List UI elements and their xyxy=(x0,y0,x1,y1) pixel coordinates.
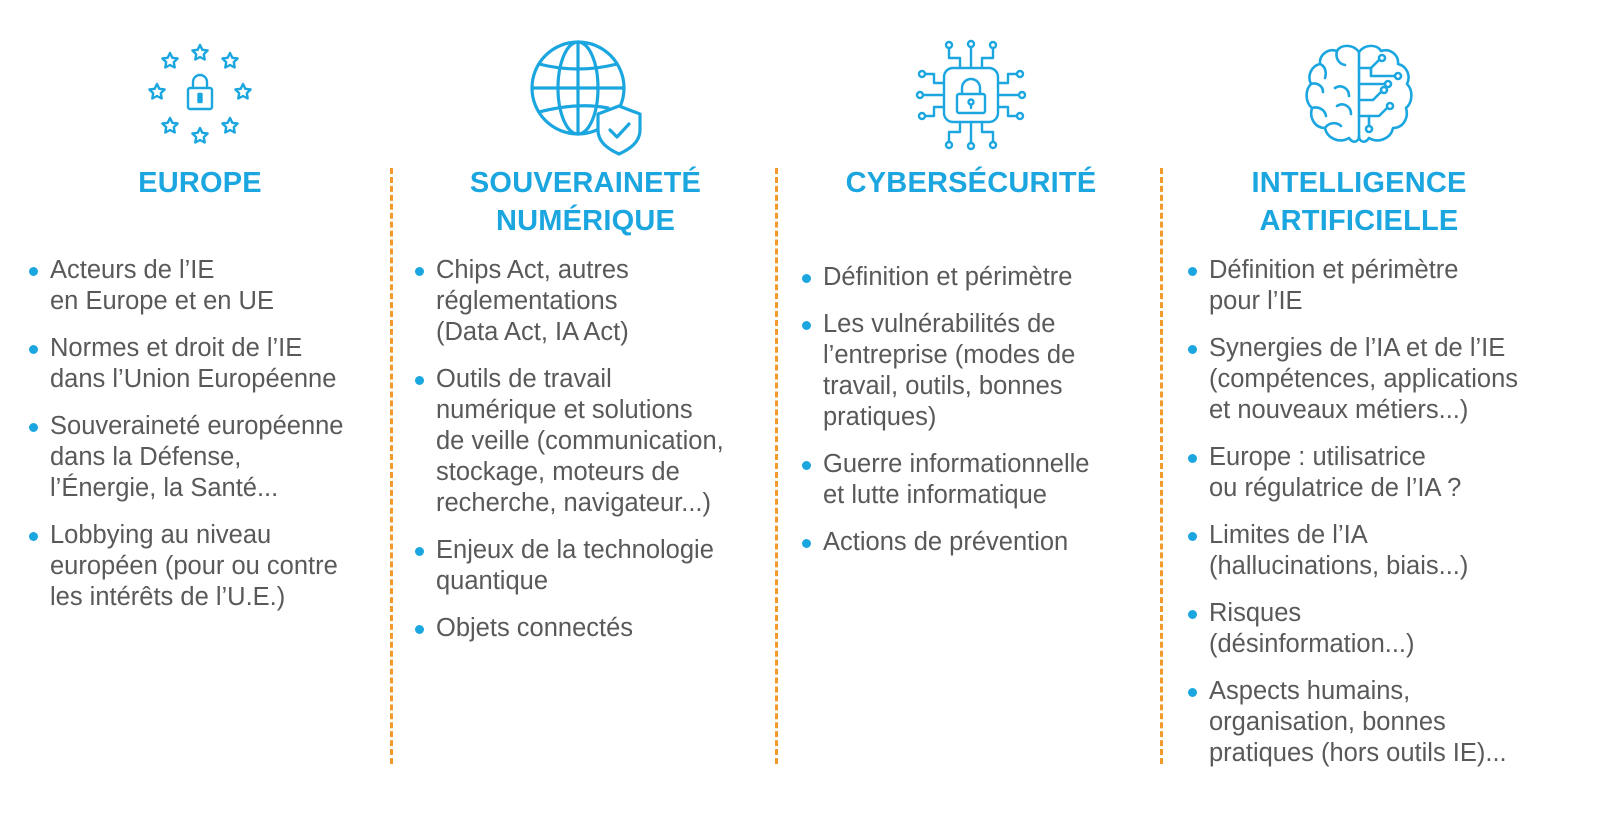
list-item xyxy=(27,255,344,317)
list-item xyxy=(27,520,344,613)
globe-shield-icon xyxy=(394,38,777,156)
column-divider xyxy=(390,168,393,764)
item-line: et lutte informatique xyxy=(823,481,1047,509)
circuit-lock-icon xyxy=(779,38,1163,156)
item-line: numérique et solutions xyxy=(436,396,693,424)
item-line: Actions de prévention xyxy=(823,528,1069,556)
item-line: Définition et périmètre xyxy=(1209,256,1459,284)
list-item xyxy=(1186,676,1518,769)
item-line: Enjeux de la technologie xyxy=(436,536,714,564)
item-line: réglementations xyxy=(436,287,618,315)
list-item xyxy=(1186,520,1518,582)
list-item xyxy=(1186,598,1518,660)
title-line: NUMÉRIQUE xyxy=(495,205,676,237)
list-item xyxy=(413,535,724,597)
item-line: Risques xyxy=(1209,599,1302,627)
item-line: de veille (communication, xyxy=(436,427,724,455)
item-line: Synergies de l’IA et de l’IE xyxy=(1209,334,1506,362)
column-divider xyxy=(775,168,778,764)
item-line: (hallucinations, biais...) xyxy=(1209,552,1469,580)
item-line: pratiques (hors outils IE)... xyxy=(1209,739,1507,767)
title-line: CYBERSÉCURITÉ xyxy=(845,167,1097,199)
column-title xyxy=(0,164,400,202)
item-line: l’Énergie, la Santé... xyxy=(50,474,279,502)
title-line: SOUVERAINETÉ xyxy=(469,167,702,199)
list-item xyxy=(413,613,724,644)
item-line: organisation, bonnes xyxy=(1209,708,1446,736)
item-line: pratiques) xyxy=(823,403,937,431)
item-line: et nouveaux métiers...) xyxy=(1209,396,1469,424)
item-line: Définition et périmètre xyxy=(823,263,1073,291)
list-item xyxy=(413,255,724,348)
list-item xyxy=(413,364,724,519)
list-item xyxy=(800,262,1089,293)
item-line: dans la Défense, xyxy=(50,443,242,471)
item-line: Chips Act, autres xyxy=(436,256,629,284)
item-line: les intérêts de l’U.E.) xyxy=(50,583,286,611)
item-line: Les vulnérabilités de xyxy=(823,310,1056,338)
item-line: Objets connectés xyxy=(436,614,634,642)
item-line: Guerre informationnelle xyxy=(823,450,1090,478)
item-line: quantique xyxy=(436,567,549,595)
bullet-list xyxy=(800,262,1089,574)
column-souverainete-numerique xyxy=(394,0,777,822)
item-line: Limites de l’IA xyxy=(1209,521,1368,549)
bullet-list xyxy=(413,255,724,660)
item-line: Outils de travail xyxy=(436,365,612,393)
item-line: en Europe et en UE xyxy=(50,287,274,315)
item-line: l’entreprise (modes de xyxy=(823,341,1076,369)
list-item xyxy=(1186,442,1518,504)
item-line: stockage, moteurs de xyxy=(436,458,680,486)
item-line: (Data Act, IA Act) xyxy=(436,318,629,346)
column-intelligence-artificielle xyxy=(1164,0,1594,822)
item-line: travail, outils, bonnes xyxy=(823,372,1063,400)
bullet-list xyxy=(27,255,344,629)
item-line: (compétences, applications xyxy=(1209,365,1519,393)
list-item xyxy=(800,449,1089,511)
item-line: Europe : utilisatrice xyxy=(1209,443,1426,471)
item-line: (désinformation...) xyxy=(1209,630,1415,658)
list-item xyxy=(27,333,344,395)
list-item xyxy=(1186,255,1518,317)
item-line: Acteurs de l’IE xyxy=(50,256,215,284)
column-europe xyxy=(0,0,400,822)
list-item xyxy=(800,309,1089,433)
list-item xyxy=(1186,333,1518,426)
column-title xyxy=(779,164,1163,202)
item-line: européen (pour ou contre xyxy=(50,552,338,580)
bullet-list xyxy=(1186,255,1518,785)
list-item xyxy=(800,527,1089,558)
item-line: ou régulatrice de l’IA ? xyxy=(1209,474,1462,502)
item-line: recherche, navigateur...) xyxy=(436,489,711,517)
list-item xyxy=(27,411,344,504)
column-divider xyxy=(1160,168,1163,764)
column-cybersecurite xyxy=(779,0,1163,822)
title-line: INTELLIGENCE xyxy=(1251,167,1467,199)
brain-circuit-icon xyxy=(1144,38,1574,156)
item-line: pour l’IE xyxy=(1209,287,1303,315)
title-line: ARTIFICIELLE xyxy=(1259,205,1459,237)
item-line: Souveraineté européenne xyxy=(50,412,344,440)
item-line: Lobbying au niveau xyxy=(50,521,272,549)
item-line: Aspects humains, xyxy=(1209,677,1411,705)
title-line: EUROPE xyxy=(138,167,262,199)
column-title xyxy=(1144,164,1574,240)
eu-stars-lock-icon xyxy=(0,38,400,156)
column-title xyxy=(394,164,777,240)
item-line: Normes et droit de l’IE xyxy=(50,334,303,362)
item-line: dans l’Union Européenne xyxy=(50,365,337,393)
